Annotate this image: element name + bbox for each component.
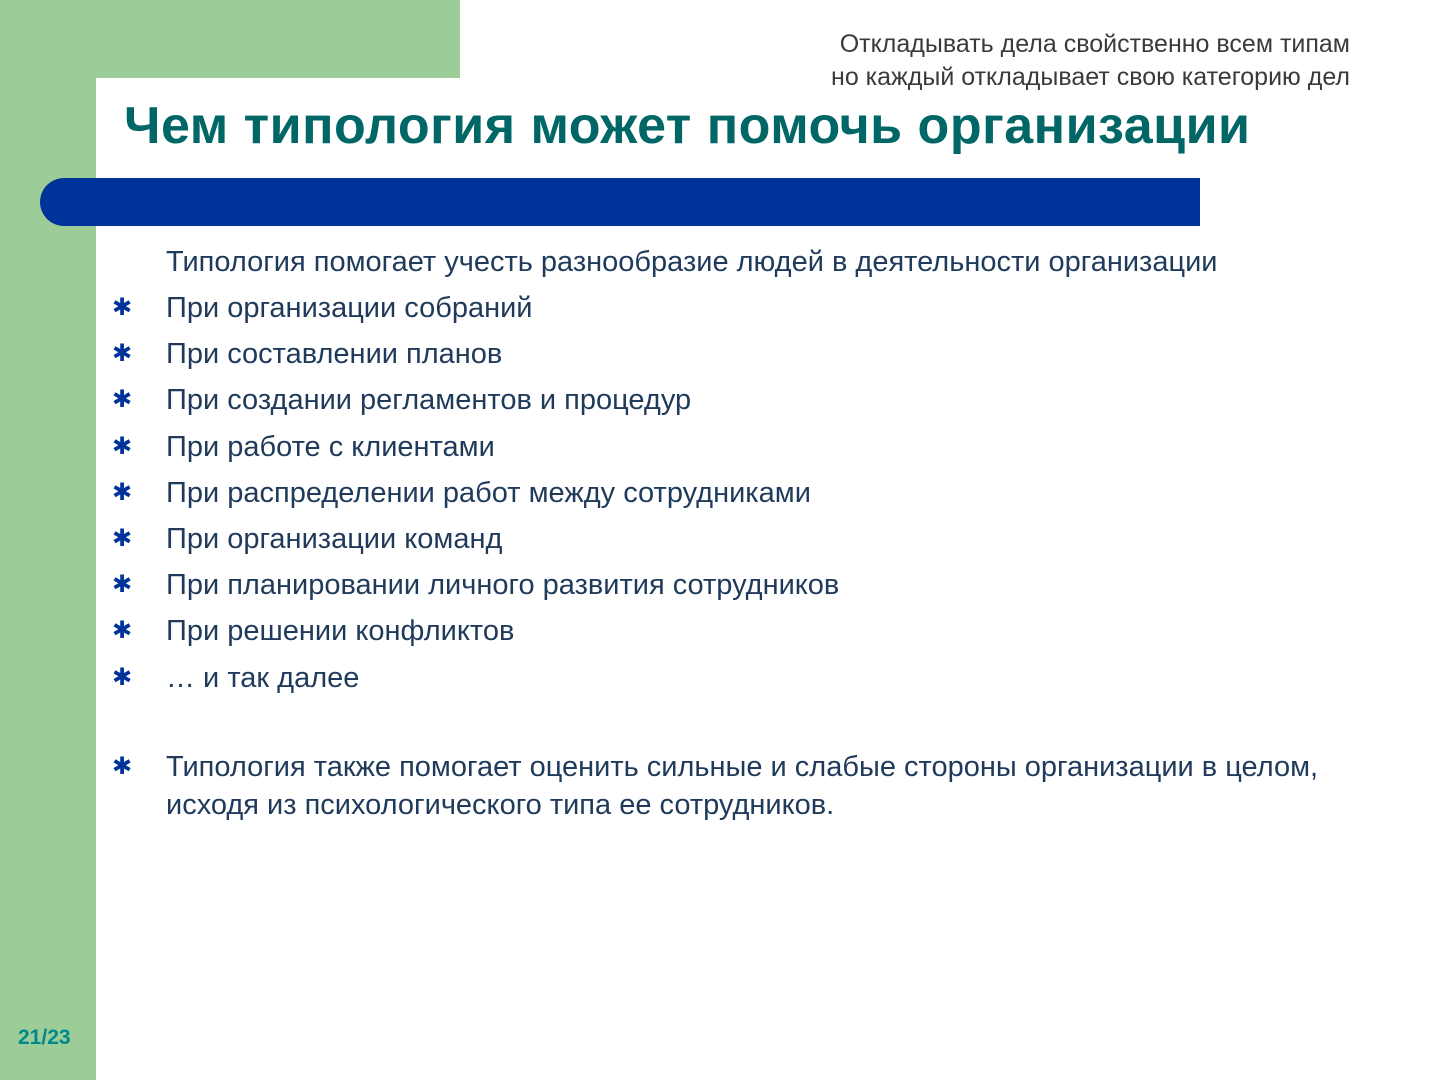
- asterisk-icon: ✱: [111, 340, 133, 368]
- intro-text: Типология помогает учесть разнообразие людей в деятельности организации: [166, 246, 1218, 278]
- asterisk-icon: ✱: [111, 478, 133, 506]
- subtitle-line-1: Откладывать дела свойственно всем типам: [839, 30, 1350, 58]
- asterisk-icon: ✱: [111, 663, 133, 691]
- bullet-text: При решении конфликтов: [166, 615, 515, 648]
- bullet-text: При организации команд: [166, 522, 503, 555]
- bullet-item: [110, 471, 1360, 517]
- subtitle-line-2: но каждый откладывает свою категорию дел: [831, 63, 1350, 91]
- final-point-text: Типология также помогает оценить сильные и слабые стороны организации в целом, исходя из психологического типа ее сотрудников.: [166, 750, 1319, 821]
- slide-content: [110, 240, 1360, 824]
- bullet-text: При распределении работ между сотрудниками: [166, 476, 811, 509]
- bullet-item: [110, 332, 1360, 378]
- bullet-item: [110, 286, 1360, 332]
- asterisk-icon: ✱: [111, 432, 133, 460]
- bullet-text: При составлении планов: [166, 338, 503, 371]
- green-top-band: [0, 0, 460, 78]
- bullet-list: [110, 286, 1360, 702]
- bullet-text: При работе с клиентами: [166, 430, 495, 463]
- bullet-item: [110, 563, 1360, 609]
- subtitle: [650, 28, 1350, 94]
- bullet-text: При создании регламентов и процедур: [166, 384, 692, 417]
- asterisk-icon: ✱: [111, 524, 133, 552]
- asterisk-icon: ✱: [111, 752, 133, 780]
- final-point: [110, 748, 1360, 824]
- asterisk-icon: ✱: [111, 571, 133, 599]
- bullet-item: [110, 609, 1360, 655]
- page-number: 21/23: [18, 1026, 71, 1049]
- bullet-item: [110, 517, 1360, 563]
- bullet-item: [110, 425, 1360, 471]
- slide-title: Чем типология может помочь организации: [124, 97, 1251, 155]
- bullet-text: При организации собраний: [166, 292, 533, 324]
- asterisk-icon: ✱: [111, 617, 133, 645]
- bullet-item: [110, 656, 1360, 702]
- bullet-text: При планировании личного развития сотрудников: [166, 569, 840, 602]
- green-side-band: [0, 0, 96, 1080]
- asterisk-icon: ✱: [111, 294, 133, 321]
- title-underline-bar: [40, 178, 1200, 226]
- bullet-item: [110, 378, 1360, 424]
- asterisk-icon: ✱: [111, 386, 133, 414]
- bullet-text: … и так далее: [166, 661, 360, 694]
